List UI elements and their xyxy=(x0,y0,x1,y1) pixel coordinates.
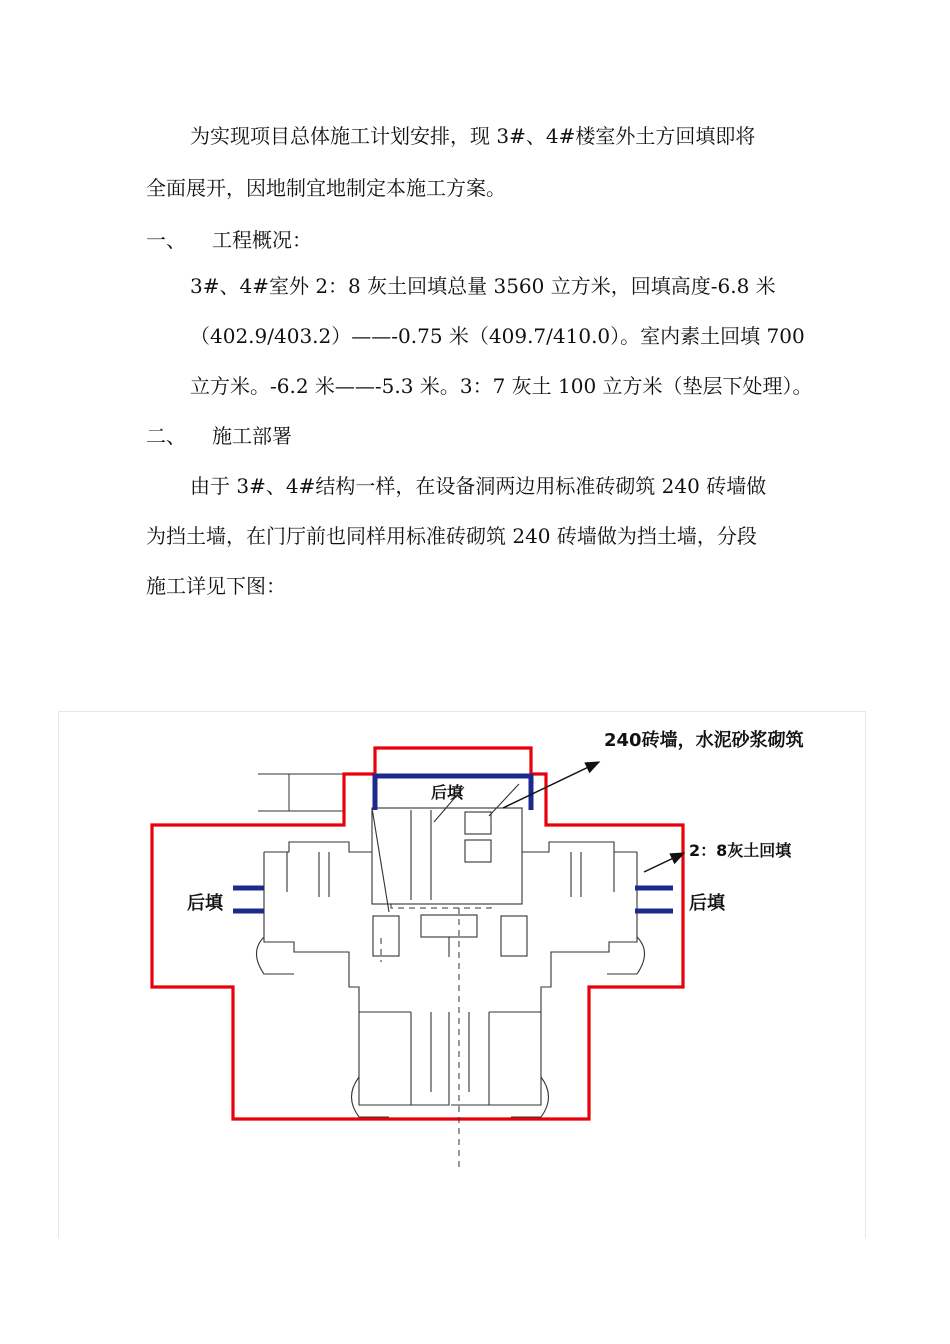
label-28-lime-soil-fill: 2：8灰土回填 xyxy=(689,841,792,860)
label-backfill-right: 后填 xyxy=(689,893,725,914)
label-240-brick-wall: 240砖墙，水泥砂浆砌筑 xyxy=(604,730,804,751)
section-2-title: 施工部署 xyxy=(212,424,292,448)
adjacent-building-lines xyxy=(258,774,345,811)
overview-line-1: 3#、4#室外 2：8 灰土回填总量 3560 立方米，回填高度-6.8 米 xyxy=(190,274,776,298)
label-backfill-left: 后填 xyxy=(187,893,223,914)
overview-line-3: 立方米。-6.2 米——-5.3 米。3：7 灰土 100 立方米（垫层下处理）。 xyxy=(190,374,813,398)
building-plan xyxy=(257,784,645,1117)
deploy-line-3: 施工详见下图： xyxy=(146,574,286,598)
section-2-number: 二、 xyxy=(146,424,186,448)
deploy-line-1: 由于 3#、4#结构一样，在设备洞两边用标准砖砌筑 240 砖墙做 xyxy=(190,474,767,498)
overview-line-2: （402.9/403.2）——-0.75 米（409.7/410.0）。室内素土回填 700 xyxy=(190,324,805,348)
backfill-boundary-line xyxy=(152,748,683,1119)
paragraph-intro-line-1: 为实现项目总体施工计划安排，现 3#、4#楼室外土方回填即将 xyxy=(190,124,756,148)
section-1-title: 工程概况： xyxy=(212,228,312,252)
arrow-to-fill-label xyxy=(644,853,684,872)
deploy-line-2: 为挡土墙，在门厅前也同样用标准砖砌筑 240 砖墙做为挡土墙，分段 xyxy=(146,524,757,548)
axis-dashed-lines xyxy=(381,904,491,1172)
section-1-number: 一、 xyxy=(146,228,186,252)
floor-plan-drawing xyxy=(59,712,865,1238)
site-plan-figure xyxy=(58,711,866,1238)
paragraph-intro-line-2: 全面展开，因地制宜地制定本施工方案。 xyxy=(146,176,506,200)
label-backfill-top: 后填 xyxy=(431,783,464,802)
